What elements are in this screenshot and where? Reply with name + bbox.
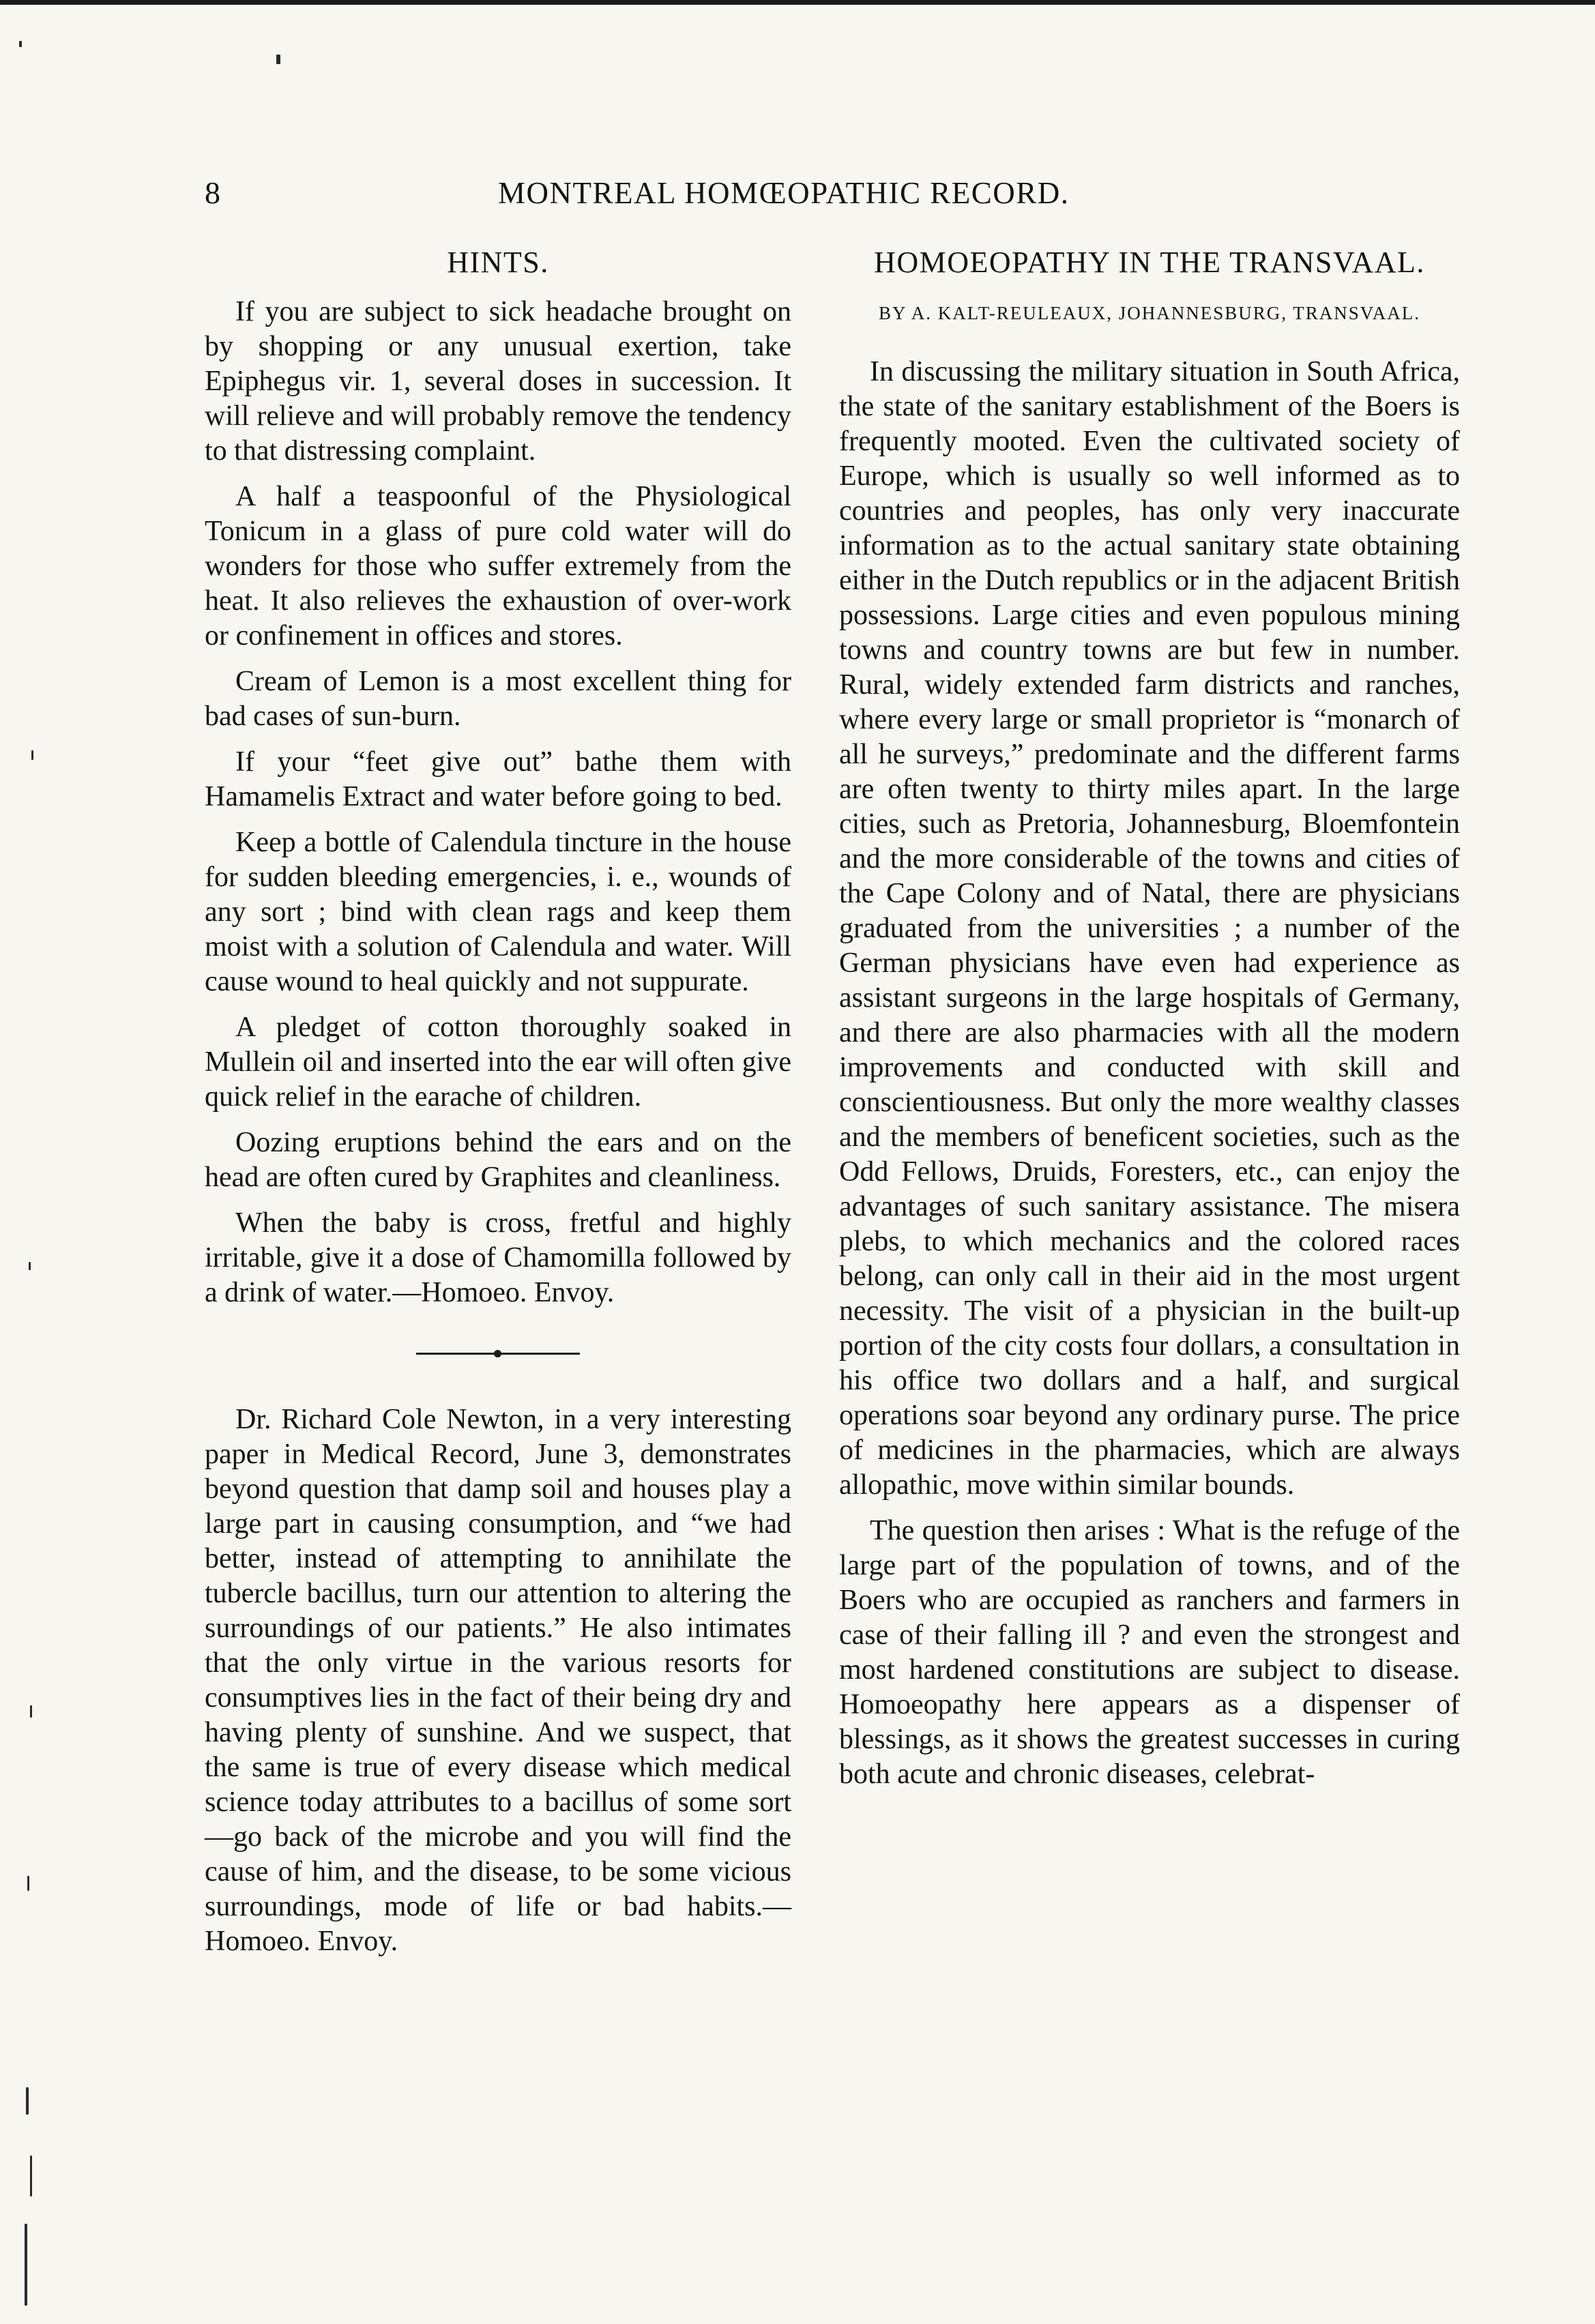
hint-paragraph: When the baby is cross, fretful and highly irritable, give it a dose of Chamomilla followed by a drink of water.—Homoeo. Envoy. [205, 1207, 791, 1308]
right-column [839, 246, 1460, 2283]
hint-paragraph: A half a teaspoonful of the Physiological Tonicum in a glass of pure cold water will do wonders for those who suffer extremely from the heat. It also relieves the exhaustion of over-work or confinement in offices and stores. [205, 481, 791, 651]
transvaal-article-title: HOMOEOPATHY IN THE TRANSVAAL. [874, 246, 1425, 279]
page-header [205, 173, 1542, 220]
divider-dot [494, 1350, 501, 1357]
journal-title: MONTREAL HOMŒOPATHIC RECORD. [498, 176, 1070, 210]
hint-paragraph: A pledget of cotton thoroughly soaked in Mullein oil and inserted into the ear will often give quick relief in the earache of children. [205, 1012, 791, 1113]
article-paragraph: The question then arises : What is the refuge of the large part of the population of towns, and of the Boers who are occupied as ranchers and farmers in case of their falling ill ? and even the strongest and most hardened constitutions are subject to disease. Homoeopathy here appears as a dispenser of blessings, as it shows the greatest successes in curing both acute and chronic diseases, celebrat- [839, 1515, 1460, 1790]
left-column [205, 246, 791, 2283]
hints-title: HINTS. [447, 246, 549, 279]
article-paragraph: In discussing the military situation in South Africa, the state of the sanitary establishment of the Boers is frequently mooted. Even the cultivated society of Europe, which is usually so well informed as to countries and peoples, has only very inaccurate information as to the actual sanitary state obtaining either in the Dutch republics or in the adjacent British possessions. Large cities and even populous mining towns and country towns are but few in number. Rural, widely extended farm districts and ranches, where every large or small proprietor is “monarch of all he surveys,” predominate and the different farms are often twenty to thirty miles apart. In the large cities, such as Pretoria, Johannesburg, Bloemfontein and the more considerable of the towns and cities of the Cape Colony and of Natal, there are physicians graduated from the universities ; a number of the German physicians have even had experience as assistant surgeons in the large hospitals of Germany, and there are also pharmacies with all the modern improvements and conducted with skill and conscientiousness. But only the more wealthy classes and the members of beneficent societies, such as the Odd Fellows, Druids, Foresters, etc., can enjoy the advantages of such sanitary assistance. The misera plebs, to which mechanics and the colored races belong, can only call in their aid in the most urgent necessity. The visit of a physician in the built-up portion of the city costs four dollars, a consultation in his office two dollars and a half, and surgical operations soar beyond any ordinary purse. The price of medicines in the pharmacies, which are always allopathic, move within similar bounds. [839, 356, 1460, 1501]
hint-paragraph: If you are subject to sick headache brought on by shopping or any unusual exertion, take Epiphegus vir. 1, several doses in succession. It will relieve and will probably remove the tendency to that distressing complaint. [205, 296, 791, 467]
section-divider [416, 1353, 580, 1355]
scan-margin-noise [14, 0, 41, 2324]
top-border-rule [0, 0, 1595, 5]
article-byline: BY A. KALT-REULEAUX, JOHANNESBURG, TRANSVAAL. [878, 303, 1421, 323]
hint-paragraph: Cream of Lemon is a most excellent thing for bad cases of sun-burn. [205, 666, 791, 732]
hint-paragraph: If your “feet give out” bathe them with Hamamelis Extract and water before going to bed. [205, 746, 791, 812]
page-number: 8 [205, 175, 220, 210]
hint-paragraph: Oozing eruptions behind the ears and on the head are often cured by Graphites and cleanliness. [205, 1127, 791, 1193]
newton-article-paragraph: Dr. Richard Cole Newton, in a very interesting paper in Medical Record, June 3, demonstrates beyond question that damp soil and houses play a large part in causing consumption, and “we had better, instead of attempting to annihilate the tubercle bacillus, turn our attention to altering the surroundings of our patients.” He also intimates that the only virtue in the various resorts for consumptives lies in the fact of their being dry and having plenty of sunshine. And we suspect, that the same is true of every disease which medical science today attributes to a bacillus of some sort—go back of the microbe and you will find the cause of him, and the disease, to be some vicious surroundings, mode of life or bad habits.—Homoeo. Envoy. [205, 1404, 791, 1957]
hint-paragraph: Keep a bottle of Calendula tincture in the house for sudden bleeding emergencies, i. e., wounds of any sort ; bind with clean rags and keep them moist with a solution of Calendula and water. Will cause wound to heal quickly and not suppurate. [205, 827, 791, 997]
